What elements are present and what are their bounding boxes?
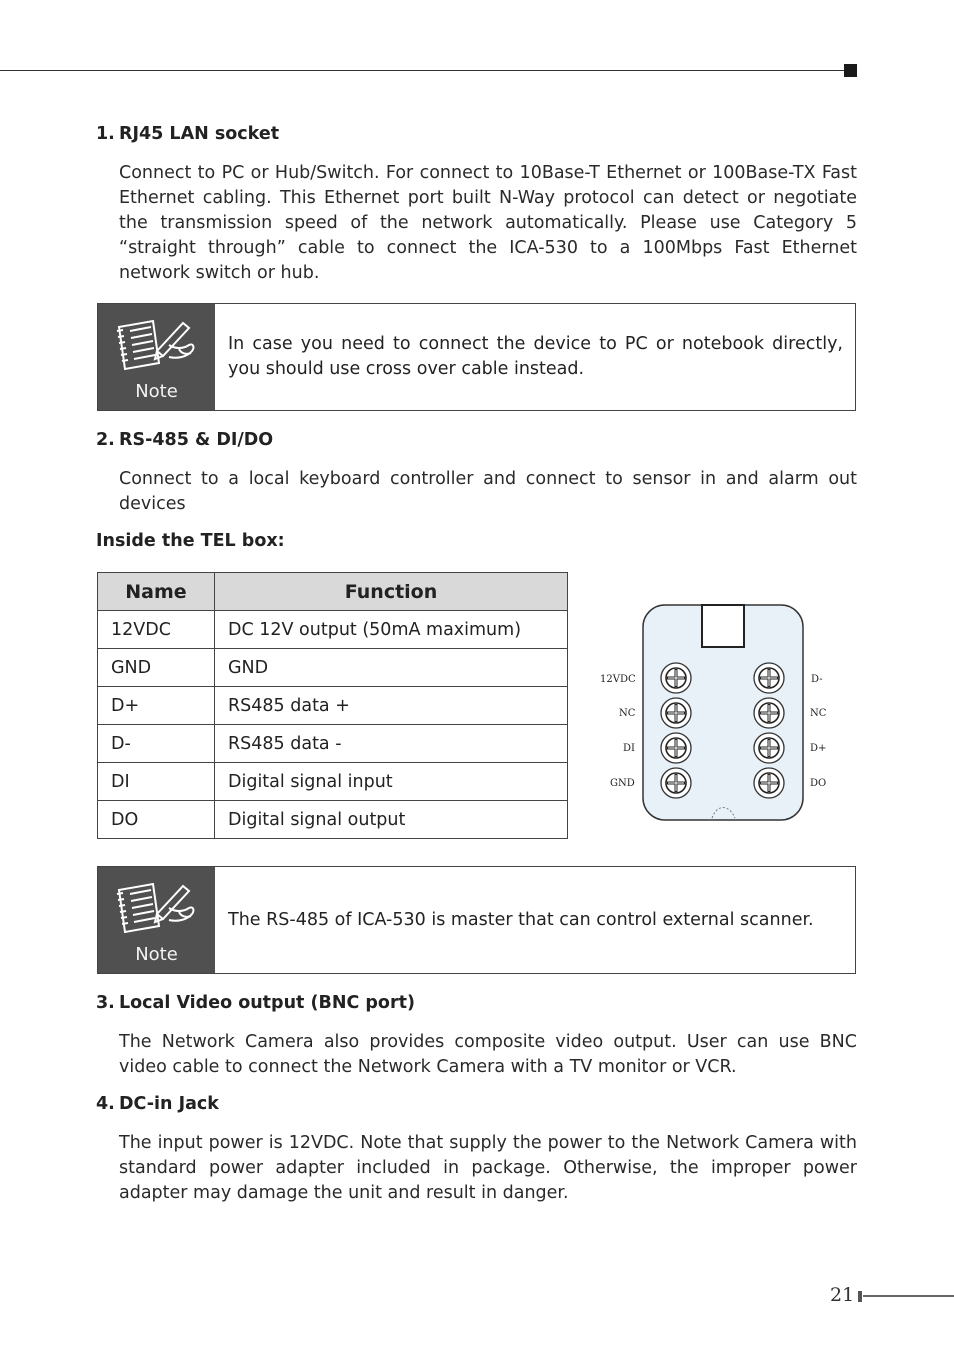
header-marker (844, 64, 857, 77)
table-cell-name: DI (98, 763, 215, 801)
terminal-label-left: DI (623, 743, 635, 754)
tel-box-table (97, 572, 568, 839)
footer-rule (863, 1295, 954, 1297)
note-box-2 (97, 866, 856, 974)
note-sidebar (98, 304, 215, 410)
table-row (98, 801, 568, 839)
section-body-3: The Network Camera also provides composite video output. User can use BNC video cable to connect the Network Camera with a TV monitor or VCR. (119, 1032, 857, 1077)
table-header-row (98, 573, 568, 611)
terminal-label-left: NC (619, 708, 636, 719)
page-number: 21 (830, 1284, 855, 1306)
table-cell-function: RS485 data + (215, 687, 568, 725)
section-heading-1 (96, 124, 279, 144)
terminal-label-right: D+ (810, 743, 827, 754)
header-rule (0, 70, 846, 71)
section-title: DC-in Jack (119, 1094, 219, 1114)
column-header-function: Function (215, 573, 568, 611)
column-header-name: Name (98, 573, 215, 611)
terminal-label-left: GND (610, 778, 635, 789)
terminal-screw-icon (661, 663, 691, 693)
section-body-4: The input power is 12VDC. Note that supply the power to the Network Camera with standard power adapter included in package. Otherwise, the improper power adapter may damage the unit and result in danger. (119, 1133, 857, 1203)
terminal-block-diagram (592, 600, 842, 826)
table-row (98, 763, 568, 801)
section-number: 4. (96, 1094, 115, 1114)
table-cell-name: GND (98, 649, 215, 687)
tel-box-heading: Inside the TEL box: (96, 531, 285, 551)
section-heading-3 (96, 993, 415, 1013)
table-cell-name: D- (98, 725, 215, 763)
note-box-1 (97, 303, 856, 411)
section-number: 2. (96, 430, 115, 450)
table-cell-name: DO (98, 801, 215, 839)
footer-marker (858, 1291, 862, 1302)
section-title: Local Video output (BNC port) (119, 993, 415, 1013)
terminal-screw-icon (754, 698, 784, 728)
section-body-2: Connect to a local keyboard controller and connect to sensor in and alarm out devices (119, 469, 857, 514)
terminal-screw-icon (661, 768, 691, 798)
terminal-label-left: 12VDC (600, 674, 636, 685)
table-cell-function: DC 12V output (50mA maximum) (215, 611, 568, 649)
table-cell-name: 12VDC (98, 611, 215, 649)
table-cell-name: D+ (98, 687, 215, 725)
section-heading-4 (96, 1094, 219, 1114)
table-row (98, 725, 568, 763)
section-title: RJ45 LAN socket (119, 124, 280, 144)
table-row (98, 687, 568, 725)
note-pen-icon (113, 878, 199, 940)
table-cell-function: GND (215, 649, 568, 687)
note-text-content: In case you need to connect the device to PC or notebook directly, you should use cross over cable instead. (228, 334, 843, 379)
note-label: Note (135, 381, 178, 402)
table-cell-function: Digital signal output (215, 801, 568, 839)
table-row (98, 611, 568, 649)
note-sidebar (98, 867, 215, 973)
terminal-screw-icon (754, 663, 784, 693)
note-text (215, 867, 855, 973)
section-heading-2 (96, 430, 273, 450)
terminal-screw-icon (661, 698, 691, 728)
section-title: RS-485 & DI/DO (119, 430, 274, 450)
note-text-content: The RS-485 of ICA-530 is master that can control external scanner. (228, 909, 814, 930)
note-pen-icon (113, 315, 199, 377)
terminal-block-connector (702, 605, 744, 647)
section-body-1: Connect to PC or Hub/Switch. For connect to 10Base-T Ethernet or 100Base-TX Fast Ethernet cabling. This Ethernet port built N-Way protocol can detect or negotiate the transmission speed of the network automatically. Please use Category 5 “straight through” cable to connect the ICA-530 to a 100Mbps Fast Ethernet network switch or hub. (119, 163, 857, 283)
section-number: 1. (96, 124, 115, 144)
table-cell-function: RS485 data - (215, 725, 568, 763)
section-number: 3. (96, 993, 115, 1013)
terminal-screw-icon (661, 733, 691, 763)
terminal-label-right: D- (811, 674, 823, 685)
terminal-label-right: NC (810, 708, 827, 719)
terminal-label-right: DO (810, 778, 827, 789)
note-text (215, 304, 855, 410)
table-row (98, 649, 568, 687)
note-label: Note (135, 944, 178, 965)
terminal-screw-icon (754, 768, 784, 798)
table-cell-function: Digital signal input (215, 763, 568, 801)
terminal-screw-icon (754, 733, 784, 763)
